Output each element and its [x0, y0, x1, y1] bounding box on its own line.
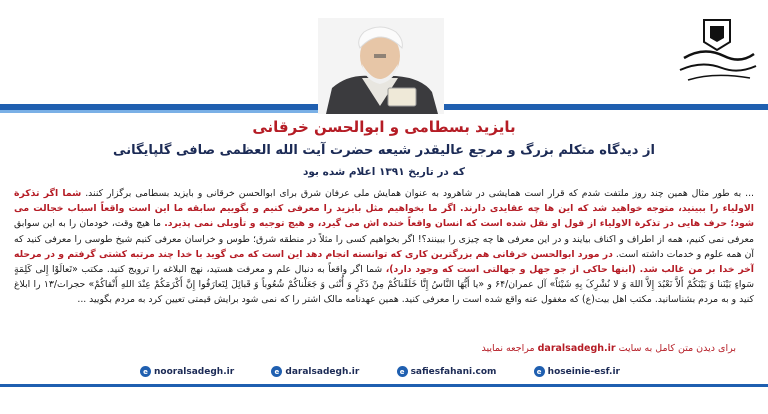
header-light-band [0, 110, 330, 113]
note-suffix: مراجعه نمایید [481, 343, 535, 354]
note-prefix: برای دیدن متن کامل به سایت [618, 343, 736, 354]
site-label: nooralsadegh.ir [154, 366, 235, 377]
body-paragraph-2: شما اگر تذکرة الاولیاء را ببینید، متوجه خواهید شد که این ها چه عقایدی دارند. اگر ما بخواهیم مثل بایزید را معرفی کنیم و بگوییم سابقه ما این است واقعاً اسباب خجالت می شود؛ حرف هایی در تذکرة الاولیاء از قول او نقل شده است که انسان واقعاً خنده اش می گیرد، و هیچ توجیه و تأویلی نمی پذیرد. [14, 188, 754, 230]
globe-icon: e [140, 366, 151, 377]
site-label: safiesfahani.com [410, 366, 497, 377]
date-line: که در تاریخ ۱۳۹۱ اعلام شده بود [303, 166, 465, 178]
site-label: hoseinie-esf.ir [547, 366, 620, 377]
institution-logo [674, 14, 760, 86]
site-link[interactable] [397, 366, 497, 377]
page-title: بایزید بسطامی و ابوالحسن خرقانی [252, 118, 516, 136]
body-paragraph-4: در مورد ابوالحسن خرقانی هم بزرگترین کاری که توانسته انجام دهد این است که می گوید با خدا چند مرتبه کشتی گرفتم و در مرحله آخر خدا بر من غالب شد. (ابنها حاکی از جو جهل و جهالتی است که وجود دارد)، [14, 248, 754, 276]
full-text-note [14, 343, 736, 354]
portrait-image [318, 18, 444, 114]
site-link[interactable] [534, 366, 620, 377]
body-paragraph-1: ... به طور مثال همین چند روز ملتفت شدم که قرار است همایشی در شاهرود به عنوان همایش ملی عرفان شرق برای ابوالحسن خرقانی و بایزید بسطامی برگزار کنند. [85, 188, 754, 199]
body-paragraph-5: شما اگر واقعاً به دنبال علم و معرفت هستید، نهج البلاغه را ترویج کنید. مکتب «تَعالَوْا إِلى کَلِمَةٍ سَواءٍ بَیْنَنا وَ بَیْنَکُمْ أَلاَّ نَعْبُدَ إِلاَّ اللهَ وَ لا نُشْرِکَ بِهِ شَیْئاً» آل عمران/۶۴ و «یا أَیُّهَا النَّاسُ إِنَّا خَلَقْناکُمْ مِنْ ذَکَرٍ وَ أُنْثى‏ وَ جَعَلْناکُمْ شُعُوباً وَ قَبائِلَ لِتَعارَفُوا إِنَّ أَکْرَمَکُمْ عِنْدَ اللهِ أَتْقاکُمْ» حجرات/۱۳ را ابلاغ کنید و به مردم بشناسانید. [14, 264, 754, 306]
footer-line [0, 384, 768, 387]
note-site-link[interactable]: daralsadegh.ir [537, 343, 616, 354]
site-links [140, 366, 620, 377]
globe-icon: e [271, 366, 282, 377]
site-link[interactable] [271, 366, 359, 377]
site-link[interactable] [140, 366, 234, 377]
body-paragraph-3: ما هیچ وقت، خودمان را به این سوابق معرفی نمی کنیم، همه از اطراف و اکناف بیایند و در این معرفی ها چه چیزی را ببینند؟! اگر بخواهیم کسی را مثلاً در منطقه شرق؛ طوس و خراسان معرفی کنیم شیخ طوسی را معرفی کنید که آن همه علوم و خدمات داشته است. [14, 218, 754, 260]
site-label: daralsadegh.ir [285, 366, 360, 377]
body-paragraph-6: مکتب اهل بیت(ع) که مغفول عنه واقع شده است را معرفی کنید. همین عهدنامه مالک اشتر را که نمی شود برایش قیمتی تعیین کرد به مردم بگویید ... [77, 294, 652, 306]
article-body [14, 186, 754, 336]
page-subtitle: از دیدگاه متکلم بزرگ و مرجع عالیقدر شیعه حضرت آیت الله العظمی صافی گلپایگانی [113, 143, 655, 158]
globe-icon: e [534, 366, 545, 377]
globe-icon: e [397, 366, 408, 377]
